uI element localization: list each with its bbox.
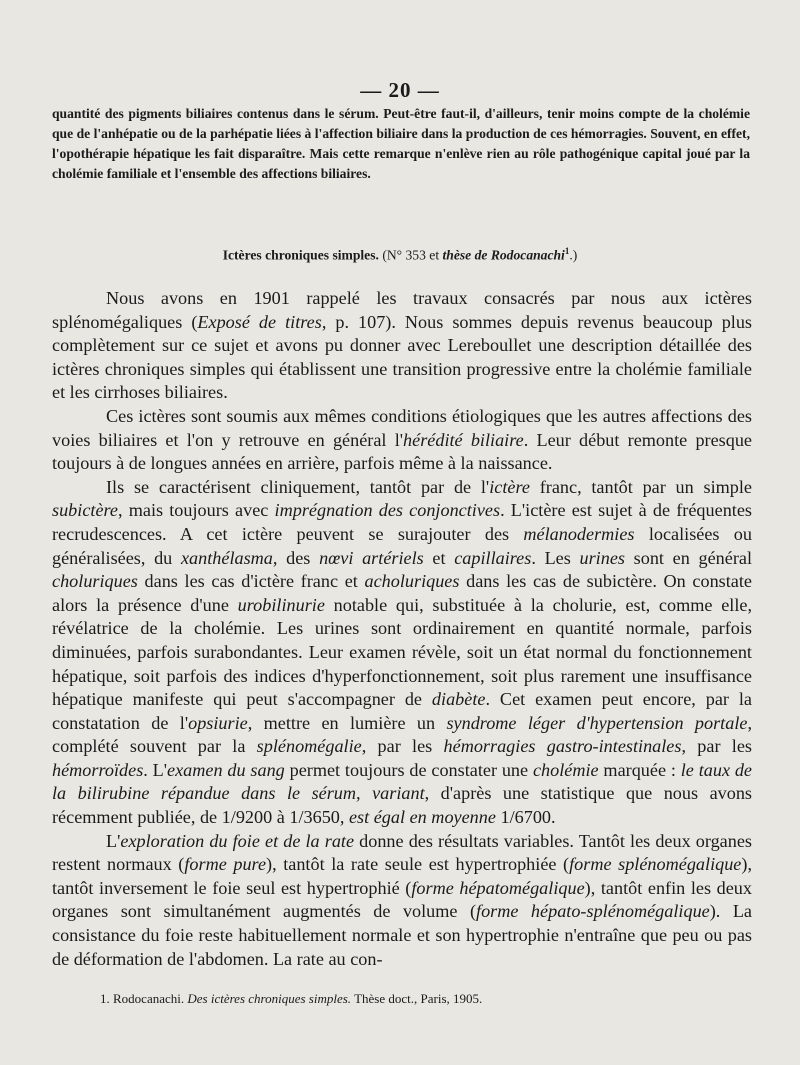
text-run: localisées ou généralisées, du xyxy=(52,523,752,568)
footnote-title: Des ictères chroniques simples. xyxy=(187,991,352,1006)
text-run: . Les xyxy=(531,547,580,568)
text-run: 1/6700. xyxy=(495,807,556,828)
text-run: . L'ictère est sujet à de fréquentes recrudescences. A cet ictère peuvent se surajouter des xyxy=(52,500,752,544)
text-run: , par les xyxy=(361,736,444,757)
text-run: donne des résultats variables. Tantôt les deux organes restent normaux ( xyxy=(52,830,753,875)
footnote-author: Rodocanachi. xyxy=(113,991,185,1006)
italic-text: forme pure xyxy=(184,854,267,875)
paragraph xyxy=(52,405,752,476)
text-run: , d'après une statistique que nous avons récemment publiée, de 1/9200 à 1/3650, xyxy=(52,783,752,828)
section-ref-italic: thèse de Rodocanachi xyxy=(442,247,565,263)
italic-text: opsiurie xyxy=(188,712,248,733)
text-run: et xyxy=(423,547,455,568)
text-run: . L' xyxy=(143,759,168,780)
text-run: ). La consistance du foie reste habituellement normale et son hypertrophie n'entraîne que peu ou pas de déformation de l'abdomen. La rate au con- xyxy=(52,901,753,969)
text-run: ), tantôt la rate seule est hypertrophiée ( xyxy=(266,854,570,875)
italic-text: choluriques xyxy=(52,571,138,592)
text-run: L' xyxy=(106,830,121,851)
section-title-main: Ictères chroniques simples. xyxy=(222,247,379,263)
italic-text: forme hépatomégalique xyxy=(411,877,585,898)
text-run: , complété souvent par la xyxy=(52,712,752,757)
italic-text: xanthélasma xyxy=(180,547,273,568)
italic-text: syndrome léger d'hypertension portale xyxy=(446,712,748,733)
text-run: , mais toujours avec xyxy=(118,500,275,521)
text-run: franc, tantôt par un simple xyxy=(529,476,753,497)
text-run: ), tantôt enfin les deux organes sont simultanément augmentés de volume ( xyxy=(52,877,752,922)
text-run: marquée : xyxy=(598,759,681,780)
footnote-marker: 1 xyxy=(564,246,570,256)
text-run: sont en général xyxy=(624,547,753,568)
text-run: Ces ictères sont soumis aux mêmes conditions étiologiques que les autres affections des voies biliaires et l'on y retrouve en général l' xyxy=(52,405,752,450)
italic-text: splénomégalie xyxy=(256,736,362,757)
text-run: , des xyxy=(272,547,320,568)
section-ref-prefix: (N° 353 et xyxy=(382,247,443,263)
italic-text: acholuriques xyxy=(364,571,460,592)
paragraph xyxy=(52,476,752,830)
italic-text: cholémie xyxy=(532,759,599,780)
text-run: . Cet examen peut encore, par la constatation de l' xyxy=(52,689,752,733)
section-ref-suffix: .) xyxy=(569,247,578,263)
italic-text: examen du sang xyxy=(167,759,285,780)
italic-text: hémorragies gastro-intestinales xyxy=(443,736,682,757)
text-run: . Leur début remonte presque toujours à de longues années en arrière, parfois même à la naissance. xyxy=(52,429,753,474)
italic-text: le taux de la bilirubine répandue dans le sérum, variant xyxy=(52,759,753,804)
footnote-number: 1. xyxy=(100,991,110,1006)
italic-text: subictère xyxy=(52,500,118,521)
paragraph xyxy=(52,830,752,972)
italic-text: mélanodermies xyxy=(523,523,635,544)
top-paragraph: quantité des pigments biliaires contenus dans le sérum. Peut-être faut-il, d'ailleurs, tenir moins compte de la cholémie que de l'anhépatie ou de la parhépatie liées à l'affection biliaire dans la production de ces hémorragies. Souvent, en effet, l'opothérapie hépatique les fait disparaître. Mais cette remarque n'enlève rien au rôle pathogénique capital joué par la cholémie familiale et l'ensemble des affections biliaires. xyxy=(52,106,750,181)
footnote xyxy=(100,991,482,1007)
italic-text: urobilinurie xyxy=(237,594,325,615)
main-text xyxy=(52,287,752,971)
text-run: Nous avons en 1901 rappelé les travaux consacrés par nous aux ictères splénomégaliques ( xyxy=(52,288,752,332)
italic-text: capillaires xyxy=(454,547,532,568)
italic-text: ictère xyxy=(489,476,530,497)
italic-text: diabète xyxy=(431,689,486,710)
footnote-rest: Thèse doct., Paris, 1905. xyxy=(354,991,483,1006)
text-run: Ils se caractérisent cliniquement, tantôt par de l' xyxy=(106,476,490,497)
italic-text: imprégnation des conjonctives xyxy=(274,500,501,521)
text-run: , par les xyxy=(681,736,752,757)
text-run: , mettre en lumière un xyxy=(247,712,447,733)
page-number: — 20 — xyxy=(360,78,440,102)
italic-text: est égal en moyenne xyxy=(348,807,496,828)
section-title xyxy=(0,246,800,264)
italic-text: nœvi artériels xyxy=(319,547,424,568)
italic-text: Exposé de titres xyxy=(197,311,322,332)
italic-text: urines xyxy=(579,547,625,568)
text-run: notable qui, substituée à la cholurie, est, comme elle, révélatrice de la cholémie. Les urines sont ordinairement en quantité normale, parfois diminuées, parfois surabondantes. Leur examen révèle, soit un état normal du fonctionnement hépatique, soit parfois des indices d'hyperfonctionnement, soit plus rarement une insuffisance hépatique manifeste qui peut s'accompagner de xyxy=(52,594,752,710)
text-run: dans les cas d'ictère franc et xyxy=(137,571,365,592)
italic-text: hérédité biliaire xyxy=(403,429,524,450)
italic-text: forme hépato-splénomégalique xyxy=(476,901,710,922)
text-run: ), tantôt inversement le foie seul est hypertrophié ( xyxy=(52,854,752,898)
paragraph xyxy=(52,287,752,405)
text-run: , p. 107). Nous sommes depuis revenus beaucoup plus complètement sur ce sujet et avons pu donner avec Lereboullet une description détaillée des ictères chroniques simples qui établissent une transition progressive entre la cholémie familiale et les cirrhoses biliaires. xyxy=(52,311,753,403)
italic-text: forme splénomégalique xyxy=(569,854,742,875)
italic-text: exploration du foie et de la rate xyxy=(120,830,355,851)
text-run: permet toujours de constater une xyxy=(284,759,533,780)
text-run: dans les cas de subictère. On constate alors la présence d'une xyxy=(52,571,752,615)
italic-text: hémorroïdes xyxy=(52,759,144,780)
